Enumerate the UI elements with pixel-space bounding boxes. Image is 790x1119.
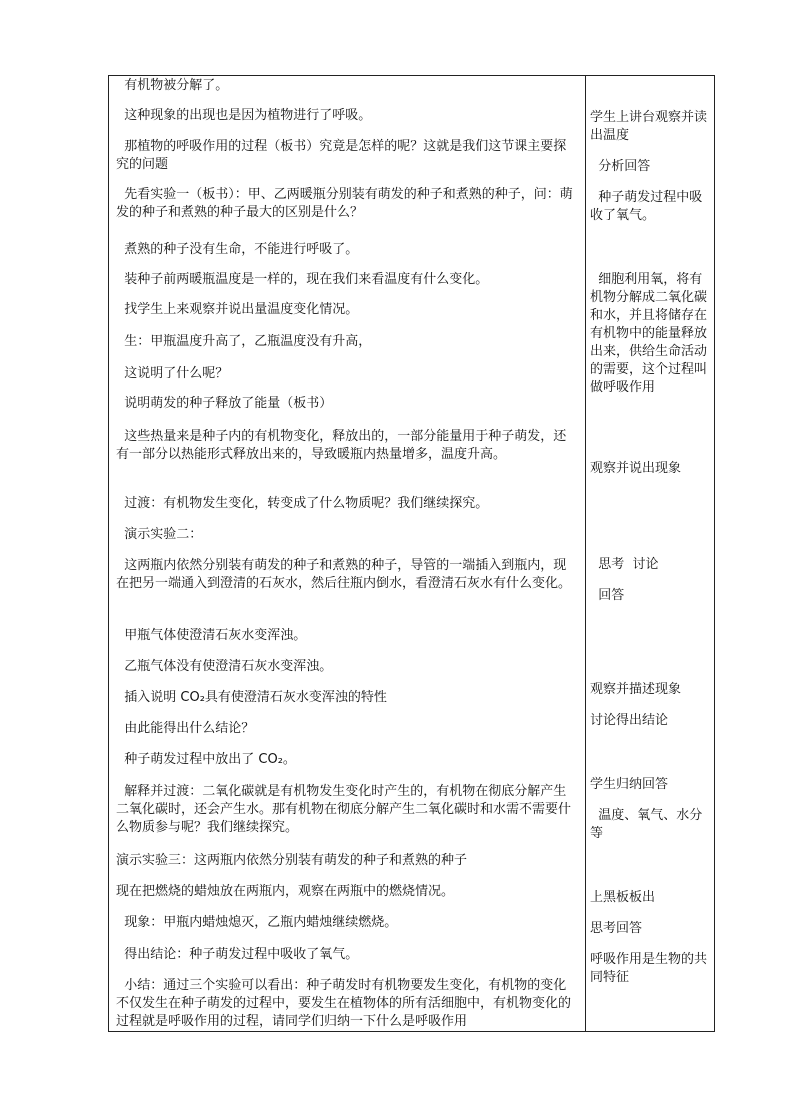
lesson-paragraph: 这说明了什么呢？ [116,366,229,381]
student-note: 呼吸作用是生物的共同特征 [590,952,708,985]
lesson-paragraph: 有机物被分解了。 [116,78,229,93]
lesson-paragraph: 演示实验二： [116,527,203,542]
lesson-paragraph: 生：甲瓶温度升高了，乙瓶温度没有升高， [116,334,372,349]
lesson-paragraph: 煮熟的种子没有生命，不能进行呼吸了。 [116,242,359,257]
lesson-paragraph: 装种子前两暖瓶温度是一样的，现在我们来看温度有什么变化。 [116,272,489,287]
lesson-paragraph: 解释并过渡：二氧化碳就是有机物发生变化时产生的，有机物在彻底分解产生二氧化碳时，还会产生水。那有机物在彻底分解产生二氧化碳时和水需不需要什么物质参与呢？我们继续探究。 [116,784,572,835]
lesson-paragraph: 小结：通过三个实验可以看出：种子萌发时有机物要发生变化，有机物的变化不仅发生在种子萌发的过程中，要发生在植物体的所有活细胞中，有机物变化的过程就是呼吸作用的过程，请同学们归纳一下什么是呼吸作用 [116,978,572,1029]
lesson-paragraph: 插入说明 CO₂具有使澄清石灰水变浑浊的特性 [116,690,387,705]
student-note: 思考回答 [590,921,643,936]
lesson-paragraph: 这种现象的出现也是因为植物进行了呼吸。 [116,108,372,123]
lesson-paragraph: 由此能得出什么结论？ [116,721,255,736]
lesson-paragraph: 演示实验三：这两瓶内依然分别装有萌发的种子和煮熟的种子 [116,853,468,868]
lesson-paragraph: 找学生上来观察并说出量温度变化情况。 [116,302,359,317]
lesson-paragraph: 甲瓶气体使澄清石灰水变浑浊。 [116,628,307,643]
teacher-activity-column [110,75,580,1032]
student-note: 观察并描述现象 [590,682,682,697]
lesson-paragraph: 先看实验一（板书）：甲、乙两暖瓶分别装有萌发的种子和煮熟的种子，问：萌发的种子和煮熟的种子最大的区别是什么？ [116,187,573,220]
lesson-paragraph: 得出结论：种子萌发过程中吸收了氧气。 [116,947,359,962]
column-divider [585,75,586,1032]
student-activity-column [588,75,712,1032]
student-note: 温度、氧气、水分等 [590,808,703,841]
student-note: 细胞利用氧，将有机物分解成二氧化碳和水，并且将储存在有机物中的能量释放出来，供给生命活动的需要，这个过程叫做呼吸作用 [590,272,708,395]
lesson-paragraph: 这些热量来是种子内的有机物变化，释放出的，一部分能量用于种子萌发，还有一部分以热能形式释放出来的，导致暖瓶内热量增多，温度升高。 [116,429,567,462]
student-note: 上黑板板出 [590,890,656,905]
student-note: 回答 [590,588,625,603]
student-note: 观察并说出现象 [590,461,682,476]
student-note: 学生归纳回答 [590,777,669,792]
lesson-paragraph: 说明萌发的种子释放了能量（板书） [116,396,333,411]
lesson-paragraph: 现在把燃烧的蜡烛放在两瓶内，观察在两瓶中的燃烧情况。 [116,884,455,899]
lesson-paragraph: 过渡：有机物发生变化，转变成了什么物质呢？我们继续探究。 [116,496,489,511]
lesson-paragraph: 乙瓶气体没有使澄清石灰水变浑浊。 [116,659,333,674]
lesson-paragraph: 种子萌发过程中放出了 CO₂。 [116,752,296,767]
student-note: 思考 讨论 [590,557,659,572]
lesson-paragraph: 现象：甲瓶内蜡烛熄灭，乙瓶内蜡烛继续燃烧。 [116,915,398,930]
student-note: 学生上讲台观察并读出温度 [590,110,708,143]
lesson-paragraph: 这两瓶内依然分别装有萌发的种子和煮熟的种子，导管的一端插入到瓶内，现在把另一端通入到澄清的石灰水，然后往瓶内倒水，看澄清石灰水有什么变化。 [116,558,572,591]
student-note: 分析回答 [590,159,651,174]
lesson-paragraph: 那植物的呼吸作用的过程（板书）究竟是怎样的呢？这就是我们这节课主要探究的问题 [116,139,567,172]
student-note: 种子萌发过程中吸收了氧气。 [590,190,703,223]
student-note: 讨论得出结论 [590,713,669,728]
